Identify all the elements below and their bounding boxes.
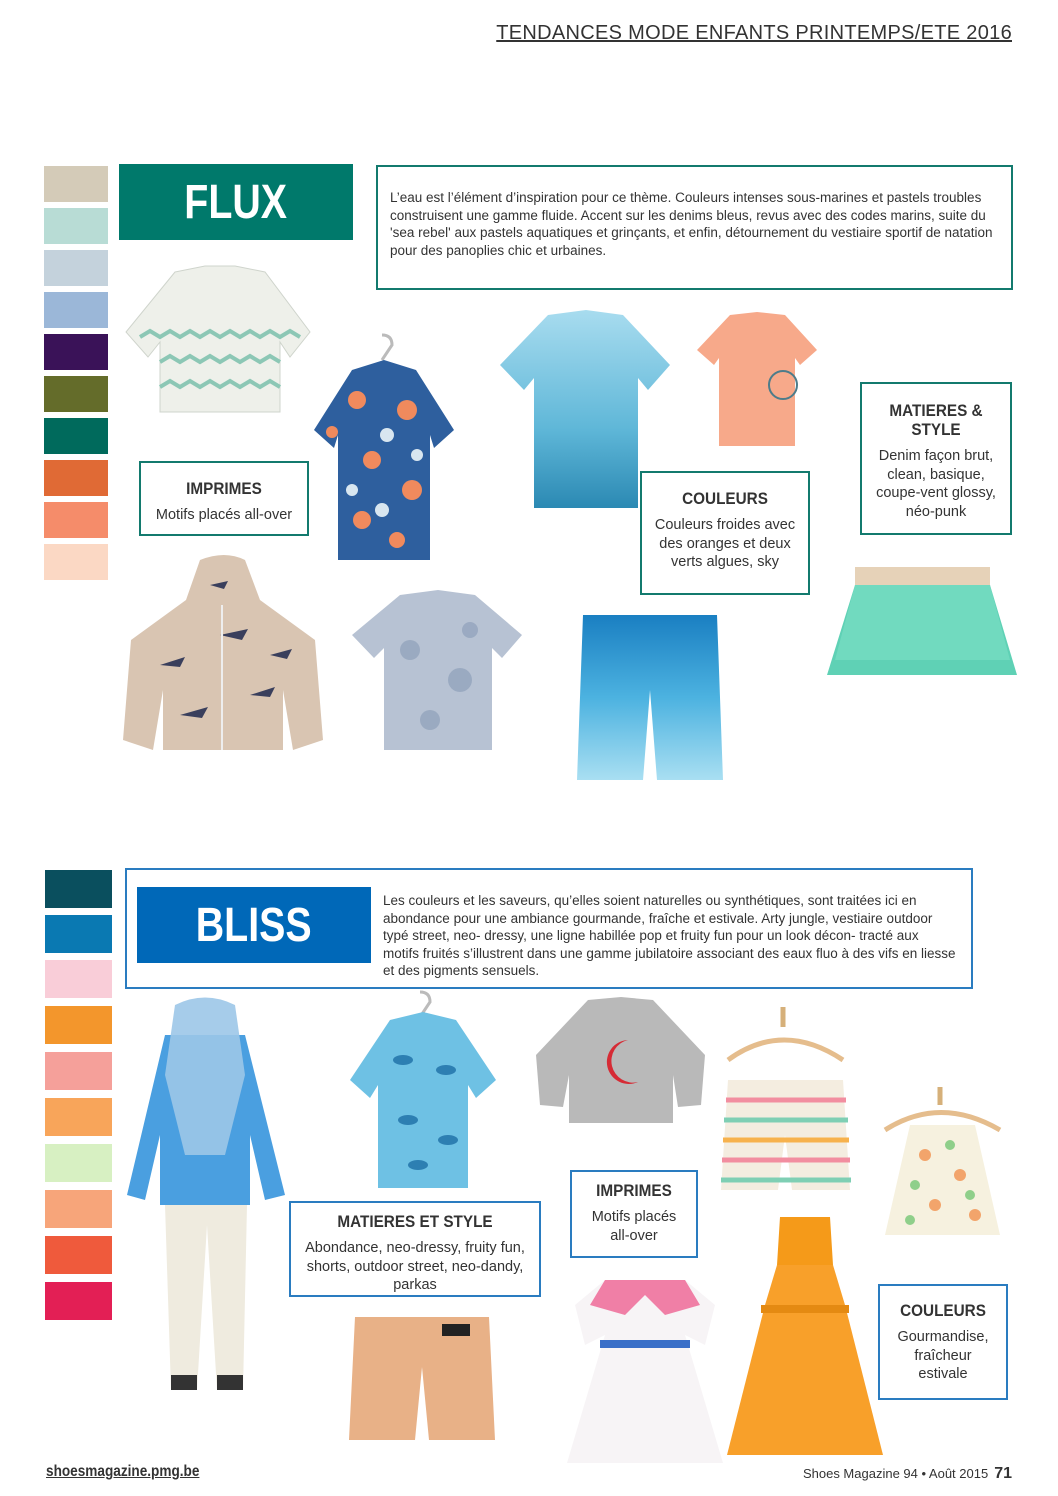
- flux-floral-shirt-photo: [312, 330, 457, 565]
- bliss-swatch: [45, 915, 112, 953]
- flux-title-text: FLUX: [184, 175, 288, 229]
- footer-website-link[interactable]: shoesmagazine.pmg.be: [46, 1463, 200, 1480]
- flux-sweater-photo: [120, 262, 316, 422]
- flux-matieres-box: [860, 382, 1012, 535]
- flux-tulle-skirt-photo: [825, 565, 1020, 690]
- flux-swatch: [44, 334, 108, 370]
- bliss-blue-outfit-photo: [125, 995, 290, 1400]
- flux-swatch: [44, 208, 108, 244]
- flux-imprimes-box: [139, 461, 309, 536]
- bliss-floral-top-photo: [880, 1085, 1005, 1240]
- flux-grey-tshirt-photo: [350, 590, 525, 755]
- flux-couleurs-box: [640, 471, 810, 595]
- page-header-title: TENDANCES MODE ENFANTS PRINTEMPS/ETE 2016: [496, 22, 1012, 44]
- flux-crab-tshirt-photo: [695, 310, 820, 450]
- bliss-white-dress-photo: [565, 1275, 725, 1465]
- flux-swatch: [44, 502, 108, 538]
- flux-imprimes-text: Motifs placés all-over: [155, 507, 293, 523]
- page-number: 71: [994, 1465, 1012, 1482]
- bliss-intro-text: Les couleurs et les saveurs, qu’elles soient naturelles ou synthétiques, sont traitées ici en abondance pour une ambiance gourmande, fraîche et estivale. Arty jungle, vestiaire outdoor typé street, neo- dressy, une ligne habillée pop et fruity fun pour un look décon- tracté aux motifs fruités s’illustrent dans une gamme jubilatoire associant des eaux fluo à des vifs en liesse et des pigments sensuels.: [383, 893, 956, 978]
- bliss-matieres-box: [289, 1201, 541, 1297]
- footer-issue-info: [803, 1465, 1012, 1483]
- bliss-couleurs-text: Gourmandise, fraîcheur estivale: [897, 1329, 989, 1382]
- flux-matieres-heading: MATIERES & STYLE: [889, 401, 983, 439]
- bliss-swatch: [45, 1144, 112, 1182]
- flux-couleurs-text: Couleurs froides avec des oranges et deux verts algues, sky: [654, 517, 796, 570]
- flux-swatch: [44, 460, 108, 496]
- bliss-couleurs-heading: COULEURS: [900, 1301, 986, 1320]
- flux-couleurs-heading: COULEURS: [682, 489, 768, 508]
- bliss-swatch: [45, 1006, 112, 1044]
- flux-imprimes-heading: IMPRIMES: [186, 479, 262, 498]
- flux-swatch: [44, 544, 108, 580]
- bliss-shorts-photo: [347, 1312, 497, 1444]
- flux-swatch: [44, 376, 108, 412]
- bliss-swatch: [45, 1282, 112, 1320]
- flux-swatch: [44, 250, 108, 286]
- bliss-swatch: [45, 960, 112, 998]
- flux-shark-jacket-photo: [120, 555, 325, 753]
- bliss-striped-shorts-photo: [718, 1005, 853, 1195]
- flux-intro: [376, 165, 1013, 290]
- flux-title: [119, 164, 353, 240]
- bliss-imprimes-heading: IMPRIMES: [596, 1181, 672, 1200]
- bliss-swatch: [45, 1098, 112, 1136]
- flux-matieres-text: Denim façon brut, clean, basique, coupe-vent glossy, néo-punk: [876, 448, 996, 520]
- bliss-title: [137, 887, 371, 963]
- bliss-matieres-text: Abondance, neo-dressy, fruity fun, shorts, outdoor street, neo-dandy, parkas: [305, 1240, 525, 1293]
- bliss-couleurs-box: [878, 1284, 1008, 1400]
- bliss-swatch: [45, 1236, 112, 1274]
- flux-blue-shorts-photo: [575, 610, 725, 785]
- bliss-imprimes-box: [570, 1170, 698, 1258]
- bliss-matieres-heading: MATIERES ET STYLE: [337, 1212, 493, 1231]
- bliss-orange-dress-photo: [725, 1215, 885, 1460]
- bliss-swatch: [45, 1190, 112, 1228]
- footer-issue: Shoes Magazine 94 • Août 2015: [802, 1466, 989, 1481]
- bliss-title-text: BLISS: [196, 898, 312, 952]
- flux-swatch: [44, 166, 108, 202]
- flux-swatch: [44, 292, 108, 328]
- bliss-moon-sweater-photo: [533, 995, 708, 1125]
- bliss-leaf-shirt-photo: [348, 990, 498, 1190]
- bliss-imprimes-text: Motifs placés all-over: [591, 1209, 677, 1244]
- flux-intro-text: L’eau est l’élément d’inspiration pour ce thème. Couleurs intenses sous-marines et pastels troubles construisent une gamme fluide. Accent sur les denims bleus, revus avec des codes marins, suite du 'sea rebel' aux pastels aquatiques et grinçants, et enfin, détournement du vestiaire sportif de natation pour des panoplies chic et urbaines.: [390, 190, 993, 258]
- bliss-swatch: [45, 1052, 112, 1090]
- bliss-swatch: [45, 870, 112, 908]
- flux-swatch: [44, 418, 108, 454]
